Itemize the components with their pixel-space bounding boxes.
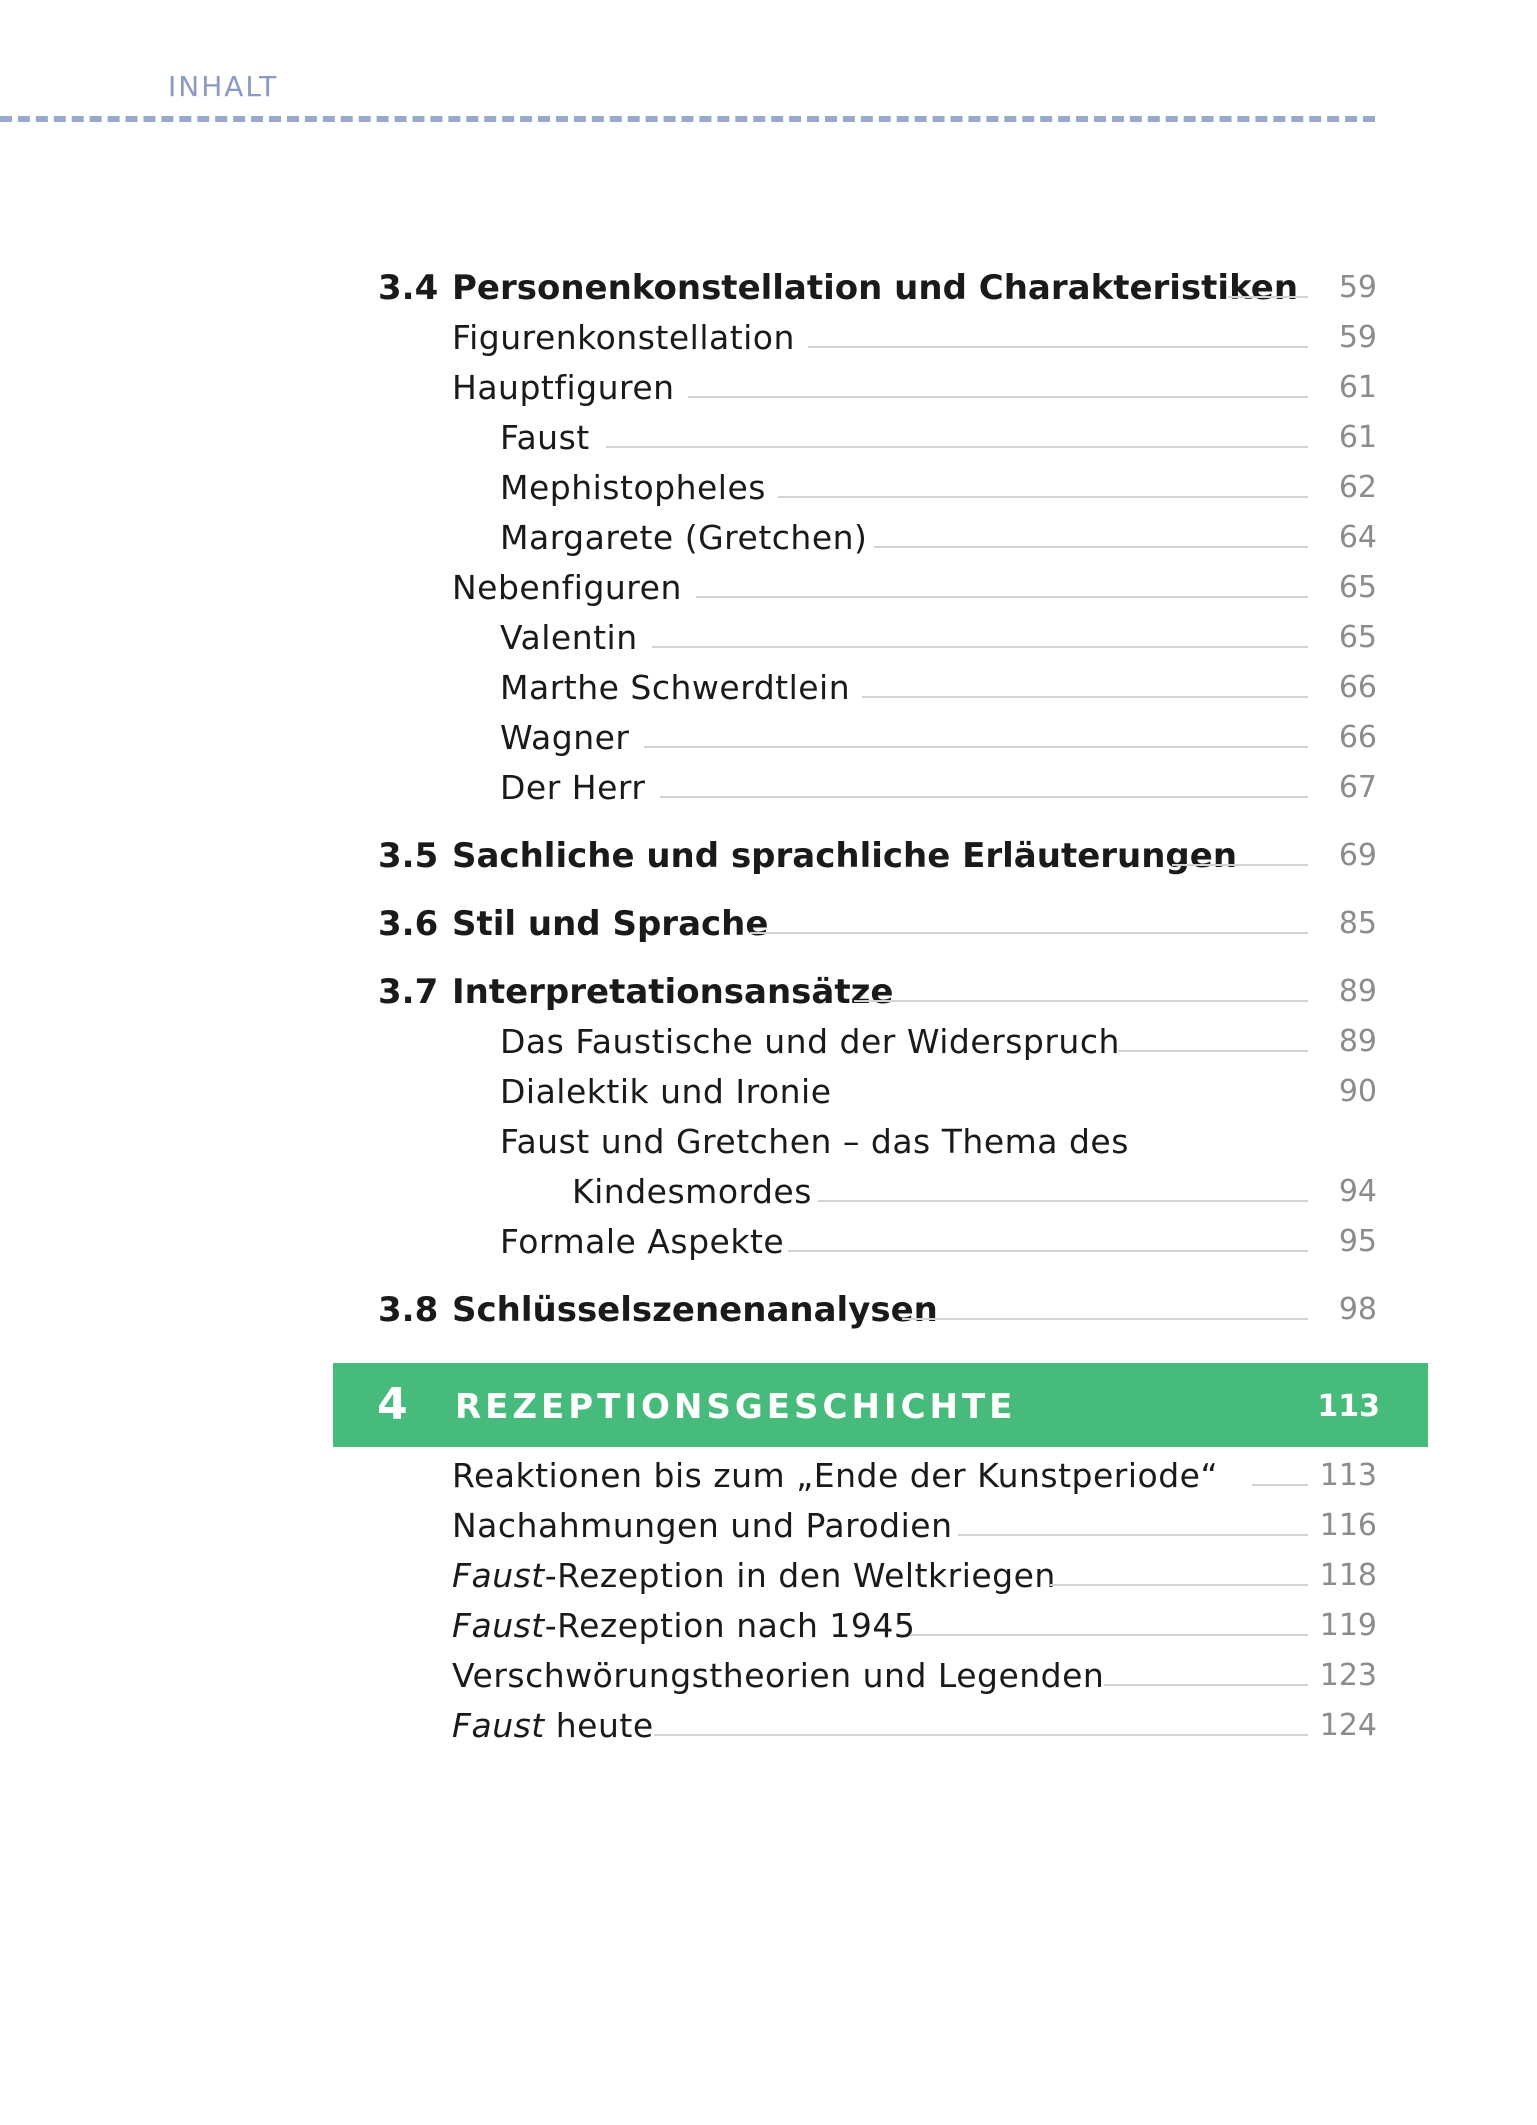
page-number: 94 xyxy=(1338,1174,1377,1209)
leader-line xyxy=(902,1318,1308,1320)
leader-line xyxy=(696,596,1308,598)
toc-entry[interactable] xyxy=(0,716,1537,760)
italic-work-title: Faust xyxy=(452,1706,545,1745)
entry-title: Valentin xyxy=(500,616,656,660)
entry-title: Kindesmordes xyxy=(572,1170,830,1214)
page-number: 123 xyxy=(1319,1658,1377,1693)
toc-entry[interactable] xyxy=(0,1120,1537,1164)
toc-entry-3-7[interactable] xyxy=(0,970,1537,1014)
leader-line xyxy=(958,1534,1308,1536)
leader-line xyxy=(818,1200,1308,1202)
entry-title: Sachliche und sprachliche Erläuterungen xyxy=(452,834,1255,878)
entry-title: Formale Aspekte xyxy=(500,1220,802,1264)
header-dashed-rule xyxy=(0,116,1375,122)
entry-title: Faust und Gretchen – das Thema des xyxy=(500,1120,1147,1164)
entry-title-rest: heute xyxy=(544,1706,654,1745)
toc-entry[interactable] xyxy=(0,1020,1537,1064)
page-number: 95 xyxy=(1338,1224,1377,1259)
leader-line xyxy=(788,1250,1308,1252)
page-number: 59 xyxy=(1338,270,1377,305)
chapter-number: 4 xyxy=(377,1379,408,1430)
entry-title xyxy=(452,1554,1074,1598)
leader-line xyxy=(808,346,1308,348)
page-number: 65 xyxy=(1338,620,1377,655)
page-number: 67 xyxy=(1338,770,1377,805)
page-number: 66 xyxy=(1338,720,1377,755)
page-number: 124 xyxy=(1319,1708,1377,1743)
entry-title-rest: -Rezeption in den Weltkriegen xyxy=(544,1556,1056,1595)
toc-entry-3-5[interactable] xyxy=(0,834,1537,878)
leader-line xyxy=(688,396,1308,398)
leader-line xyxy=(1172,864,1308,866)
toc-entry-3-6[interactable] xyxy=(0,902,1537,946)
toc-entry[interactable] xyxy=(0,516,1537,560)
page-number: 61 xyxy=(1338,420,1377,455)
leader-line xyxy=(1104,1684,1308,1686)
entry-title: Mephistopheles xyxy=(500,466,784,510)
entry-title: Faust xyxy=(500,416,608,460)
entry-title: Reaktionen bis zum „Ende der Kunstperiode“ xyxy=(452,1454,1236,1498)
leader-line xyxy=(910,1634,1308,1636)
leader-line xyxy=(1118,1050,1308,1052)
toc-entry[interactable] xyxy=(0,766,1537,810)
toc-entry[interactable] xyxy=(0,1454,1537,1498)
entry-title: Verschwörungstheorien und Legenden xyxy=(452,1654,1122,1698)
toc-entry[interactable] xyxy=(0,466,1537,510)
toc-entry[interactable] xyxy=(0,566,1537,610)
chapter-4-banner[interactable] xyxy=(333,1363,1428,1447)
section-number: 3.5 xyxy=(378,836,439,876)
toc-entry-3-8[interactable] xyxy=(0,1288,1537,1332)
toc-entry[interactable] xyxy=(0,1704,1537,1748)
toc-entry[interactable] xyxy=(0,616,1537,660)
toc-entry[interactable] xyxy=(0,1504,1537,1548)
entry-title: Stil und Sprache xyxy=(452,902,786,946)
entry-title: Margarete (Gretchen) xyxy=(500,516,885,560)
page-number: 61 xyxy=(1338,370,1377,405)
page-number: 62 xyxy=(1338,470,1377,505)
page-number: 90 xyxy=(1338,1074,1377,1109)
toc-entry[interactable] xyxy=(0,1554,1537,1598)
page-number: 113 xyxy=(1319,1458,1377,1493)
leader-line xyxy=(1252,1484,1308,1486)
page-number: 69 xyxy=(1338,838,1377,873)
entry-title: Marthe Schwerdtlein xyxy=(500,666,868,710)
leader-line xyxy=(862,696,1308,698)
entry-title: Interpretationsansätze xyxy=(452,970,911,1014)
header-label: INHALT xyxy=(168,70,279,103)
leader-line xyxy=(1228,296,1308,298)
leader-line xyxy=(652,646,1308,648)
page-number: 85 xyxy=(1338,906,1377,941)
page-number: 98 xyxy=(1338,1292,1377,1327)
leader-line xyxy=(644,746,1308,748)
toc-entry[interactable] xyxy=(0,1220,1537,1264)
entry-title: Der Herr xyxy=(500,766,663,810)
page-number: 65 xyxy=(1338,570,1377,605)
italic-work-title: Faust xyxy=(452,1606,545,1645)
leader-line xyxy=(874,546,1308,548)
page-number: 89 xyxy=(1338,1024,1377,1059)
toc-entry[interactable] xyxy=(0,1170,1537,1214)
toc-entry[interactable] xyxy=(0,416,1537,460)
toc-entry[interactable] xyxy=(0,1654,1537,1698)
page-number: 118 xyxy=(1319,1558,1377,1593)
leader-line xyxy=(606,446,1308,448)
section-number: 3.8 xyxy=(378,1290,439,1330)
entry-title: Nachahmungen und Parodien xyxy=(452,1504,971,1548)
italic-work-title: Faust xyxy=(452,1556,545,1595)
chapter-title: REZEPTIONSGESCHICHTE xyxy=(455,1387,1017,1427)
page-number: 89 xyxy=(1338,974,1377,1009)
section-number: 3.7 xyxy=(378,972,439,1012)
entry-title: Schlüsselszenenanalysen xyxy=(452,1288,956,1332)
entry-title xyxy=(452,1604,933,1648)
section-number: 3.6 xyxy=(378,904,439,944)
toc-entry-3-4[interactable] xyxy=(0,266,1537,310)
page-number: 66 xyxy=(1338,670,1377,705)
leader-line xyxy=(778,496,1308,498)
leader-line xyxy=(750,932,1308,934)
entry-title xyxy=(452,1704,672,1748)
leader-line xyxy=(854,1000,1308,1002)
entry-title: Hauptfiguren xyxy=(452,366,693,410)
toc-entry[interactable] xyxy=(0,666,1537,710)
leader-line xyxy=(654,1734,1308,1736)
entry-title: Das Faustische und der Widerspruch xyxy=(500,1020,1138,1064)
page-number: 116 xyxy=(1319,1508,1377,1543)
page-number: 64 xyxy=(1338,520,1377,555)
toc-entry[interactable] xyxy=(0,316,1537,360)
leader-line xyxy=(1050,1584,1308,1586)
leader-line xyxy=(660,796,1308,798)
section-number: 3.4 xyxy=(378,268,439,308)
chapter-page-number: 113 xyxy=(1317,1389,1380,1424)
entry-title: Nebenfiguren xyxy=(452,566,700,610)
entry-title: Personenkonstellation und Charakteristiken xyxy=(452,266,1316,310)
page-number: 59 xyxy=(1338,320,1377,355)
toc-entry[interactable] xyxy=(0,1070,1537,1114)
page-number: 119 xyxy=(1319,1608,1377,1643)
toc-entry[interactable] xyxy=(0,1604,1537,1648)
entry-title: Figurenkonstellation xyxy=(452,316,813,360)
toc-entry[interactable] xyxy=(0,366,1537,410)
entry-title: Dialektik und Ironie xyxy=(500,1070,850,1114)
entry-title-rest: -Rezeption nach 1945 xyxy=(544,1606,916,1645)
entry-title: Wagner xyxy=(500,716,647,760)
